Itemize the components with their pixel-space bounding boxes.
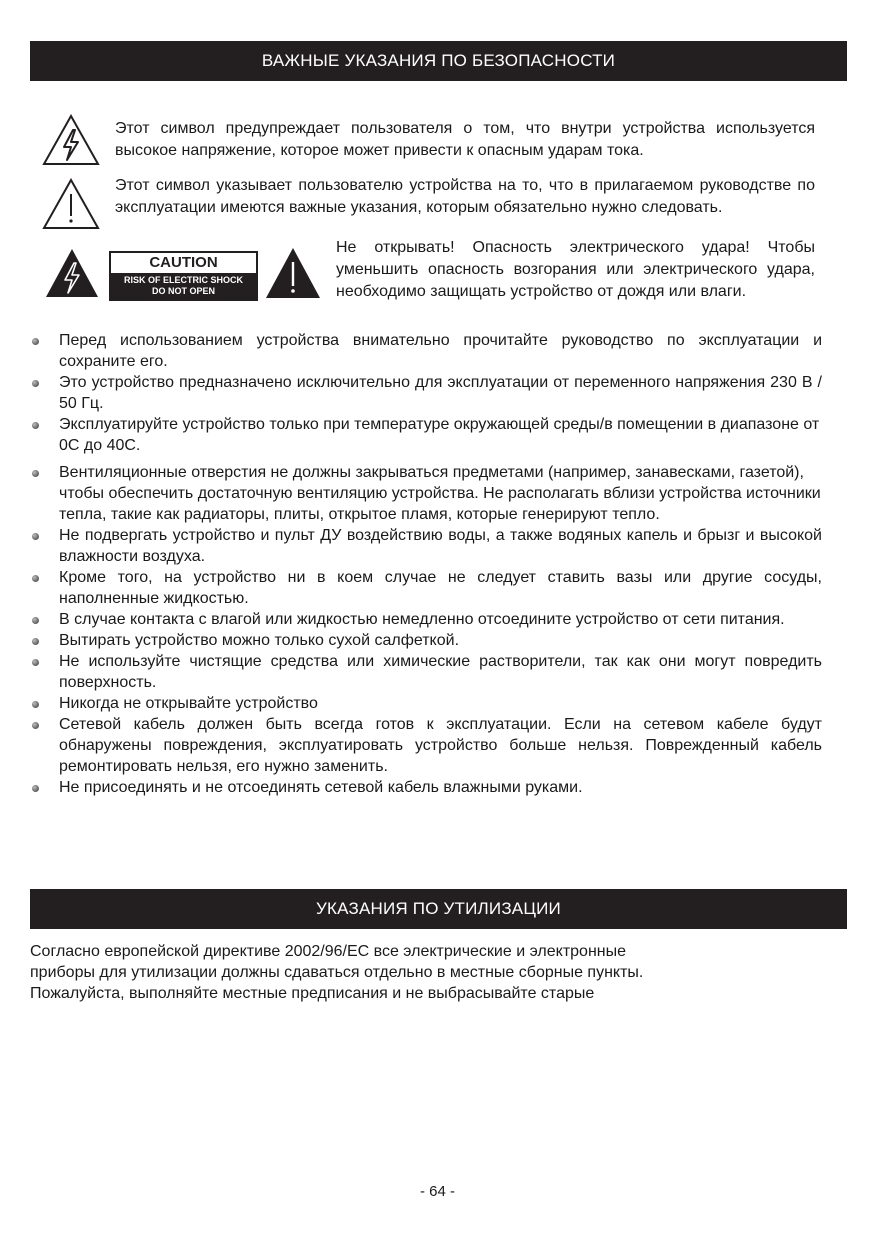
bullet-icon — [32, 659, 39, 666]
filled-lightning-warning-icon — [44, 247, 100, 299]
list-item: Никогда не открывайте устройство — [30, 693, 822, 714]
filled-exclamation-warning-icon — [264, 246, 322, 300]
list-item: Кроме того, на устройство ни в коем случае не следует ставить вазы или другие сосуды, наполненные жидкостью. — [30, 567, 822, 609]
bullet-icon — [32, 533, 39, 540]
list-item: Перед использованием устройства внимательно прочитайте руководство по эксплуатации и сохраните его. — [30, 330, 822, 372]
caution-description: Не открывать! Опасность электрического удара! Чтобы уменьшить опасность возгорания или электрического удара, необходимо защищать устройство от дождя или влаги. — [336, 239, 815, 300]
safety-instructions-list — [30, 330, 822, 798]
exclamation-warning-icon — [42, 178, 100, 230]
list-item: Не присоединять и не отсоединять сетевой кабель влажными руками. — [30, 777, 822, 798]
bullet-icon — [32, 380, 39, 387]
list-item: Не используйте чистящие средства или химические растворители, так как они могут повредить поверхность. — [30, 651, 822, 693]
caution-label-line2: DO NOT OPEN — [151, 286, 215, 296]
caution-label-line1: RISK OF ELECTRIC SHOCK — [123, 275, 243, 285]
electric-shock-symbol-description: Этот символ предупреждает пользователя о том, что внутри устройства используется высокое напряжение, которое может привести к опасным ударам тока. — [115, 120, 815, 159]
page-number: - 64 - — [419, 1183, 455, 1200]
list-item: Вентиляционные отверстия не должны закрываться предметами (например, занавесками, газетой), чтобы обеспечить достаточную вентиляцию устройства. Не располагать вблизи устройства источники тепла, такие как радиаторы, плиты, открытое пламя, которые генерируют тепло. — [30, 462, 822, 525]
caution-label-title: CAUTION — [111, 253, 256, 273]
disposal-section-title: УКАЗАНИЯ ПО УТИЛИЗАЦИИ — [316, 899, 561, 918]
disposal-line: Согласно европейской директиве 2002/96/EC все электрические и электронные — [30, 943, 627, 960]
electric-shock-warning-icon — [42, 114, 100, 166]
list-item: Не подвергать устройство и пульт ДУ воздействию воды, а также водяных капель и брызг и высокой влажности воздуха. — [30, 525, 822, 567]
disposal-section-header — [30, 889, 847, 929]
bullet-icon — [32, 422, 39, 429]
safety-section-header — [30, 41, 847, 81]
list-item: В случае контакта с влагой или жидкостью немедленно отсоедините устройство от сети питания. — [30, 609, 822, 630]
bullet-icon — [32, 617, 39, 624]
caution-label — [109, 251, 258, 301]
disposal-line: Пожалуйста, выполняйте местные предписания и не выбрасывайте старые — [30, 985, 595, 1002]
disposal-paragraph — [30, 941, 790, 1004]
list-item: Эксплуатируйте устройство только при температуре окружающей среды/в помещении в диапазоне от 0С до 40С. — [30, 414, 822, 456]
bullet-icon — [32, 722, 39, 729]
bullet-icon — [32, 575, 39, 582]
list-item: Вытирать устройство можно только сухой салфеткой. — [30, 630, 822, 651]
bullet-icon — [32, 338, 39, 345]
bullet-icon — [32, 701, 39, 708]
exclamation-symbol-description: Этот символ указывает пользователю устройства на то, что в прилагаемом руководстве по эксплуатации имеются важные указания, которым обязательно нужно следовать. — [115, 177, 815, 216]
bullet-icon — [32, 470, 39, 477]
safety-section-title: ВАЖНЫЕ УКАЗАНИЯ ПО БЕЗОПАСНОСТИ — [261, 51, 616, 70]
bullet-icon — [32, 785, 39, 792]
bullet-icon — [32, 638, 39, 645]
list-item: Это устройство предназначено исключительно для эксплуатации от переменного напряжения 230 В / 50 Гц. — [30, 372, 822, 414]
list-item: Сетевой кабель должен быть всегда готов к эксплуатации. Если на сетевом кабеле будут обнаружены повреждения, эксплуатировать устройство больше нельзя. Поврежденный кабель ремонтировать нельзя, его нужно заменить. — [30, 714, 822, 777]
disposal-line: приборы для утилизации должны сдаваться отдельно в местные сборные пункты. — [30, 964, 644, 981]
